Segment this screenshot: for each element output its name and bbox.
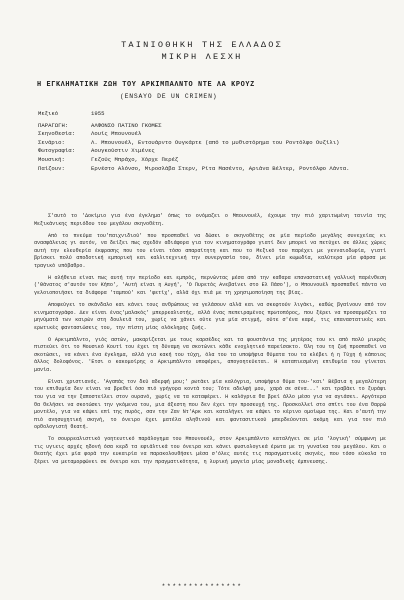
credit-value: Λ. Μπουνουέλ, Εντουάρντο Ουγκάρτε (από το μυθιστόρημα του Ροντόλφο Ουζίλι) (91, 138, 340, 146)
credit-label: Μουσική: (38, 155, 65, 163)
credit-value: ΑΛΦΟΝΣΟ ΠΑΤΙΝΟ ΓΚΟΜΕΣ (91, 121, 162, 129)
credit-value: Ερνέστο Αλόνσο, Μιροσλάβα Στερν, Ρίτα Μασέντο, Αριάνα Βέλτερ, Ροντόλφο Λάντα. (91, 164, 350, 172)
credit-label: ΠΑΡΑΓΩΓΗ: (38, 121, 69, 129)
credit-value: Γεζούς Μπράχο, Χόρχε Περέζ (91, 155, 179, 163)
country: Μεξικό (38, 110, 59, 117)
paragraph: Αποφεύγει το σκάνδαλο και κάνει τους ανθρώπους να γελάσουν αλλά και να σκεφτούν λιγάκι, καθώς βγαίνουν από τον κινηματογράφο. Δεν είναι ένας'μαλακός' μπερρεαλιστής, αλλά ένας πεπειραμένος πρωτοπόρος, που ξέρει να προσαρμόζει τα μηνύματά των καιρών στη δουλειά του, χωρίς να χάνει ούτε για μία στιγμή, ούτε σ'ένα καρέ, τις επαναστατικές και ερωτικές φαντασιώσεις του, την πίστη μίας ολόκληρης ζωής. (34, 301, 386, 331)
paragraph: Από το πνεύμα του'παιχνιδιού' που προσπαθεί να δώσει ο σκηνοθέτης σε μία περίοδο μεγάλης συνεχείας κι ανασφάλειας γι αυτόν, να δείξει πως σχεδόν αδιάφορα για τον κινηματογράφο γιατί δεν μπορεί να πετύχει σε άλλες χώρες αυτή την ελευθερία έκφρασης που του είναι τόσο απαραίτητη και που το Μεξικό του παρέχει με γενναιοδωρία, γιατί βρίσκει πολύ αποδοτική εμπορική και καλλιτεχνική την συνεργασία του, δίνει μία κωμωδία, καλύτερα μία φάρσα με τραγικό υπόβαθρο. (34, 232, 386, 269)
credit-row-production (38, 122, 390, 131)
film-original-title: (ENSAYO DE UN CRIMEN) (120, 93, 218, 100)
club-name: ΜΙΚΡΗ ΛΕΣΧΗ (161, 52, 243, 62)
credit-label: Φωτογραφία: (38, 147, 75, 155)
year: 1955 (91, 110, 105, 117)
paragraph: Ο Αρκιμπάλντο, γιός αστών, μακαρίζεται με τους καρσέδες και τα φουστάνια της μητέρας του κι από πολύ μικρός πιστεύει ότι το Μουσικό Κουτί του έχει τη δύναμη να σκοτώνει κάθε ενοχλητικό παρείσακτο. Όλη του τη ζωή προσπαθεί να σκοτώσει, να κάνει ένα έγκλημα, αλλά για κακή του τύχη, όλα του τα υποψήφια θύματα του τα κλέβει ή η Τύχη ή κάποιος άλλος δολοφόνος. 'Ετσι ο κακομοίρης ο Αρκιμπάλντο υποφέρει, απογοητεύεται. Η καταπιεσμένη επιθυμία του γίνεται μανία. (34, 336, 386, 373)
review-body (34, 213, 386, 471)
paragraph: Είναι χριστιανός. 'Αγαπάς τον δεύ αδερφή μου;' ρωτάει μία καλόγρια, υποψήφιο θύμα του-'και' Βέβαια η μεγαλύτερη του επιθυμία δεν είναι να βρεθεί όσο πιό γρήγορα κοντά του; Τότε αδελφή μου, χαρά σε σένα...' και τραβάει το ξυράφι του για να την ξαποστείλει στον ουρανό, χωρίς να τα καταφέρει. Η καλόγρια θα βρεί άλλο μέσο για να αγιάσει. Αργότερα θα θελήσει να σκοτώσει την γκόμενα του, μια άξεστη που δεν έχει την προσευχή της. Προσκολλεί στο σπίτι του ένα θαρρώ μοντέλο, για να κάψει επί της πυρός, σαν την Ζαν Ντ'Αρκ και καταλήγει να κάψει το κέρινο ομοίωμα της. Και ο'αυτή την πιό ανησυχητική σκηνή, το όνειρο έχει ματέλα αληθινού και φαντασιτικού μπερδεύονται ακόμη και για τον πιό ορθολογιστή θεατή. (34, 378, 386, 431)
credit-label: Σενάριο: (38, 138, 65, 146)
country-year-row (38, 110, 390, 119)
credit-value: Λουίς Μπουνουέλ (91, 130, 142, 138)
paragraph: Σ'αυτό το 'Δοκίμιο για ένα έγκλημα' όπως το ονόμαζει ο Μπουνουέλ, έχουμε την πιό χαριτωμένη ταινία της Μεξικάνικης περιόδου του μεγάλου σκηνοθέτη. (34, 213, 386, 227)
credit-label: Παίζουν: (38, 164, 65, 172)
footer-star-divider: *************** (161, 583, 243, 590)
paragraph: Η αλήθεια είναι πως αυτή την περίοδο και εμπρός, περνώντας μέσα από την καθαρα επαναστατική γαλλική παρένθεση ('Θάνατος σ'αυτόν τον Κήπο', 'Αυτή είναι η Αυγή', 'Ο Πυρετός Ανεβαίνει στο Ελ Πάσο'), ο Μπουνουέλ προσπαθεί πάντα να γελοιοποιήσει τα διάφορα 'ταμπού' και 'φετίχ', αλλά όχι πιά με τη χρησιμοποίηση της βίας. (34, 274, 386, 296)
credit-row-photography (38, 147, 390, 156)
credit-row-cast (38, 165, 390, 174)
film-title: Η ΕΓΚΛΗΜΑΤΙΚΗ ΖΩΗ ΤΟΥ ΑΡΚΙΜΠΑΛΝΤΟ ΝΤΕ ΛΑ ΚΡΟΥΖ (37, 81, 255, 89)
paragraph: Το σουρρεαλιστικό γοητευτικό παράλογημα του Μπουνουέλ, στον Αρκιμπάλντο καταλήγει σε μία 'λογική' σύμφωνη με τις υγιεις αρχές ηδονή όσα κερδ τα εφιάλτικά του όνειρα και κάνει φυσιολογικά έρωτα με τη γυναίκα του μεγάλου. Και ο θεατής έχει μία φορά την ευκαιρία να παρακολουθήσει μέσα σ'όλες αυτές τις παραγματικές σκηνές, που τόσο εύκολα τα ξέρει να μεταμορφώνει σε όνειρα και την πραγματικότητα, η λυρική μαγεία μίας μοναδικής έμπνευσης. (34, 436, 386, 465)
credit-row-screenplay (38, 139, 390, 148)
archive-name: ΤΑΙΝΙΟΘΗΚΗ ΤΗΣ ΕΛΛΑΔΟΣ (121, 40, 283, 50)
credit-row-direction (38, 130, 390, 139)
credits-table (38, 110, 390, 173)
credit-value: Αουγκούστιν Χιμένες (91, 147, 155, 155)
credit-label: Σκηνοθεσία: (38, 130, 75, 138)
credit-row-music (38, 156, 390, 165)
